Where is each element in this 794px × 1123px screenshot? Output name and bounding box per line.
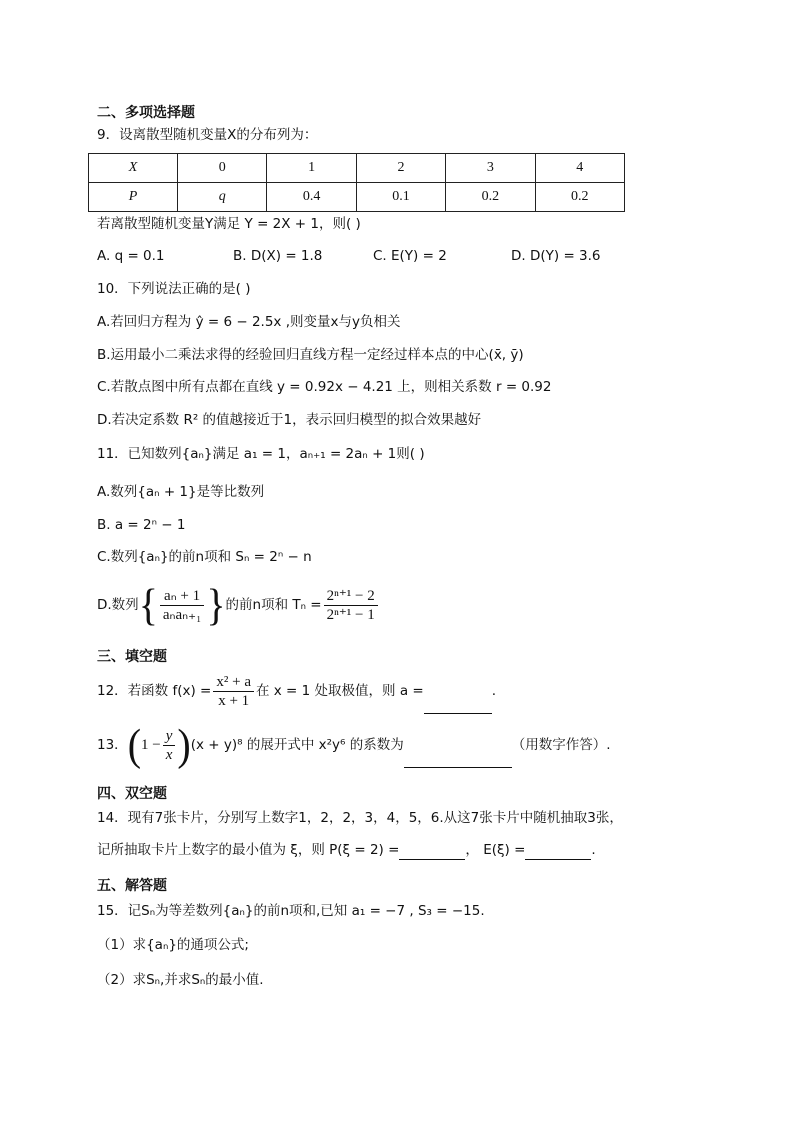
fraction-denominator: aₙaₙ₊₁ (162, 606, 202, 623)
table-cell: 0 (178, 154, 267, 183)
q9-option-a: A. q = 0.1 (97, 248, 165, 264)
table-cell: 0.4 (267, 183, 356, 212)
q13 (97, 719, 611, 770)
q10-option-d: D.若决定系数 R² 的值越接近于1，表示回归模型的拟合效果越好 (97, 412, 482, 428)
q15-part1: （1）求{aₙ}的通项公式; (97, 937, 249, 953)
q12 (97, 668, 496, 714)
q14-line1: 14．现有7张卡片，分别写上数字1，2，2，3，4，5，6.从这7张卡片中随机抽取3张， (97, 810, 623, 826)
q11-stem: 11．已知数列{aₙ}满足 a₁ = 1，aₙ₊₁ = 2aₙ + 1则( ) (97, 446, 425, 462)
q13-prefix: 13． (97, 737, 128, 753)
q11-option-b: B. a = 2ⁿ − 1 (97, 517, 186, 533)
fraction-denominator: x + 1 (218, 692, 250, 709)
q11-d-prefix: D.数列 (97, 597, 139, 613)
section-title-double-blank: 四、双空题 (97, 786, 167, 802)
q10-option-b: B.运用最小二乘法求得的经验回归直线方程一定经过样本点的中心(x̄, ȳ) (97, 347, 524, 363)
fraction-numerator: y (163, 727, 176, 746)
left-paren: ( (127, 719, 142, 770)
q11-d-middle: 的前n项和 Tₙ = (225, 597, 322, 613)
section-title-fill-in: 三、填空题 (97, 649, 167, 665)
q12-fraction (213, 673, 254, 710)
section-title-solutions: 五、解答题 (97, 878, 167, 894)
q11-option-c: C.数列{aₙ}的前n项和 Sₙ = 2ⁿ − n (97, 549, 312, 565)
q15-part2: （2）求Sₙ,并求Sₙ的最小值. (97, 972, 264, 988)
q11-option-a: A.数列{aₙ + 1}是等比数列 (97, 484, 265, 500)
q11-option-d (97, 579, 380, 630)
left-brace: { (138, 579, 158, 630)
q13-suffix: （用数字作答）. (511, 737, 611, 753)
table-cell: 0.2 (446, 183, 535, 212)
fraction-denominator: 2ⁿ⁺¹ − 1 (326, 606, 375, 623)
section-title-multiple-choice: 二、多项选择题 (97, 105, 195, 121)
q15-stem: 15．记Sₙ为等差数列{aₙ}的前n项和,已知 a₁ = −7 , S₃ = −15. (97, 903, 485, 919)
q14-line2 (97, 840, 596, 860)
q11-d-sequence-fraction (160, 587, 204, 624)
table-cell: 0.1 (356, 183, 445, 212)
q13-one-minus: 1 − (141, 737, 161, 753)
right-brace: } (206, 579, 226, 630)
fraction-numerator: 2ⁿ⁺¹ − 2 (324, 587, 378, 606)
answer-blank[interactable] (424, 699, 492, 714)
table-row-x (89, 154, 625, 183)
fraction-denominator: x (165, 746, 173, 763)
q12-suffix: 在 x = 1 处取极值，则 a = (255, 683, 424, 699)
q14-line2b: ， E(ξ) = (465, 842, 526, 858)
q13-fraction (163, 727, 176, 764)
q14-end: . (591, 842, 596, 858)
q14-line2a: 记所抽取卡片上数字的最小值为 ξ，则 P(ξ = 2) = (97, 842, 400, 858)
table-cell: 3 (446, 154, 535, 183)
q9-option-b: B. D(X) = 1.8 (233, 248, 323, 264)
table-cell: q (178, 183, 267, 212)
q10-option-c: C.若散点图中所有点都在直线 y = 0.92x − 4.21 上，则相关系数 r = 0.92 (97, 379, 552, 395)
q11-d-result-fraction (324, 587, 378, 624)
table-row-p (89, 183, 625, 212)
distribution-table (88, 153, 625, 212)
right-paren: ) (177, 719, 191, 770)
answer-blank[interactable] (399, 845, 465, 860)
answer-blank[interactable] (525, 845, 591, 860)
q10-stem: 10．下列说法正确的是( ) (97, 281, 251, 297)
q9-option-c: C. E(Y) = 2 (373, 248, 447, 264)
q12-end: . (491, 683, 497, 699)
fraction-numerator: x² + a (213, 673, 254, 692)
table-cell: 0.2 (535, 183, 624, 212)
q9-option-d: D. D(Y) = 3.6 (511, 248, 601, 264)
table-cell: 4 (535, 154, 624, 183)
q9-condition: 若离散型随机变量Y满足 Y = 2X + 1，则( ) (97, 216, 361, 232)
q12-prefix: 12．若函数 f(x) = (97, 683, 212, 699)
q10-option-a: A.若回归方程为 ŷ = 6 − 2.5x ,则变量x与y负相关 (97, 314, 401, 330)
q13-middle: (x + y)⁸ 的展开式中 x²y⁶ 的系数为 (190, 737, 404, 753)
q9-stem: 9．设离散型随机变量X的分布列为： (97, 127, 318, 143)
table-cell: P (89, 183, 178, 212)
table-cell: 1 (267, 154, 356, 183)
table-cell: 2 (356, 154, 445, 183)
answer-blank[interactable] (404, 753, 512, 768)
fraction-numerator: aₙ + 1 (160, 587, 204, 606)
table-cell: X (89, 154, 178, 183)
